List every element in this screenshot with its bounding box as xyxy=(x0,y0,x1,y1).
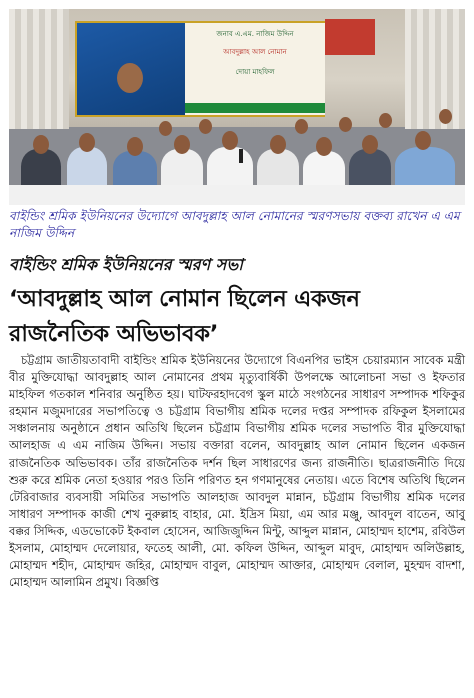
photo-person-head xyxy=(439,109,452,124)
photo-banner-line-2: আবদুল্লাহ আল নোমান xyxy=(223,48,287,56)
article-body: চট্টগ্রাম জাতীয়তাবাদী বাইন্ডিং শ্রমিক ইউনিয়নের উদ্যোগে বিএনপির ভাইস চেয়ারম্যান সাবেক মন্ত্রী বীর মুক্তিযোদ্ধা আবদুল্লাহ আল নোমানের প্রথম মৃত্যুবার্ষিকী উপলক্ষে আলোচনা সভা ও ইফতার মাহফিল গতকাল শনিবার অনুষ্ঠিত হয়। ঘাটফরহাদবেগ স্কুল মাঠে সংগঠনের সাধারণ সম্পাদক শফিকুর রহমান মজুমদারের সভাপতিত্বে ও চট্টগ্রাম বিভাগীয় শ্রমিক দলের দপ্তর সম্পাদক রফিকুল ইসলামের সঞ্চালনায় অনুষ্ঠানে প্রধান অতিথি ছিলেন চট্টগ্রাম বিভাগীয় শ্রমিক দলের সভাপতি বীর মুক্তিযোদ্ধা আলহাজ এ এম নাজিম উদ্দিন। সভায় বক্তারা বলেন, আবদুল্লাহ আল নোমান ছিলেন একজন রাজনৈতিক অভিভাবক। তাঁর রাজনৈতিক দর্শন ছিল সাধারণের জন্য রাজনীতি। ছাত্ররাজনীতি দিয়ে শুরু করে শ্রমিক নেতা হওয়ার পরও তিনি পরিণত হন গণমানুষের নেতায়। এতে বিশেষ অতিথি ছিলেন টেরিবাজার ব্যবসায়ী সমিতির সভাপতি আলহাজ আবদুল মান্নান, চট্টগ্রাম বিভাগীয় শ্রমিক দলের সাধারণ সম্পাদক কাজী শেখ নুরুল্লাহ বাহার, মো. ইদ্রিস মিয়া, এম আর মঞ্জু, আবদুল বাতেন, আবু বক্কর সিদ্দিক, এডভোকেট ইকবাল হোসেন, আজিজুদ্দিন মিন্টু, আব্দুল মান্নান, মোহাম্মদ হাশেম, রবিউল ইসলাম, মোহাম্মদ দেলোয়ার, ফতেহ আলী, মো. কফিল উদ্দিন, আব্দুল মাবুদ, মোহাম্মদ অলিউল্লাহ, মোহাম্মদ শহীদ, মোহাম্মদ জহির, মোহাম্মদ বাবুল, মোহাম্মদ আক্তার, মোহাম্মদ বেলাল, মুহম্মদ বাদশা, মোহাম্মদ আলামিন প্রমুখ। বিজ্ঞপ্তি xyxy=(9,353,465,590)
photo-person-head xyxy=(316,137,332,156)
photo-person-head xyxy=(222,131,238,150)
photo-person-head xyxy=(415,131,431,150)
photo-curtain-left xyxy=(9,9,69,129)
photo-person-head xyxy=(174,135,190,154)
photo-person-head xyxy=(270,135,286,154)
photo-banner-strip xyxy=(185,103,325,113)
photo-person-head xyxy=(199,119,212,134)
photo-person-head xyxy=(295,119,308,134)
photo-banner-line-3: দোয়া মাহফিল xyxy=(235,68,275,76)
photo-person-head xyxy=(159,121,172,136)
photo-person-head xyxy=(362,135,378,154)
photo-banner-line-1: জনাব এ.এম. নাজিম উদ্দিন xyxy=(216,30,294,38)
photo-person-head xyxy=(339,117,352,132)
photo-person-head xyxy=(79,133,95,152)
photo-banner-red-panel xyxy=(325,19,375,55)
photo-portrait-face xyxy=(117,63,143,93)
photo-person-head xyxy=(379,113,392,128)
photo-table xyxy=(9,185,465,205)
photo-banner-portrait xyxy=(75,21,189,117)
photo-curtain-right xyxy=(405,9,465,129)
photo-microphone xyxy=(239,149,243,163)
photo-person-head xyxy=(127,137,143,156)
article-kicker: বাইন্ডিং শ্রমিক ইউনিয়নের স্মরণ সভা xyxy=(9,255,243,274)
photo-caption: বাইন্ডিং শ্রমিক ইউনিয়নের উদ্যোগে আবদুল্লাহ আল নোমানের স্মরণসভায় বক্তব্য রাখেন এ এম নাজিম উদ্দিন xyxy=(9,209,460,240)
event-photo xyxy=(9,9,465,205)
article-headline: ‘আবদুল্লাহ আল নোমান ছিলেন একজন রাজনৈতিক অভিভাবক’ xyxy=(9,286,360,347)
photo-person-head xyxy=(33,135,49,154)
